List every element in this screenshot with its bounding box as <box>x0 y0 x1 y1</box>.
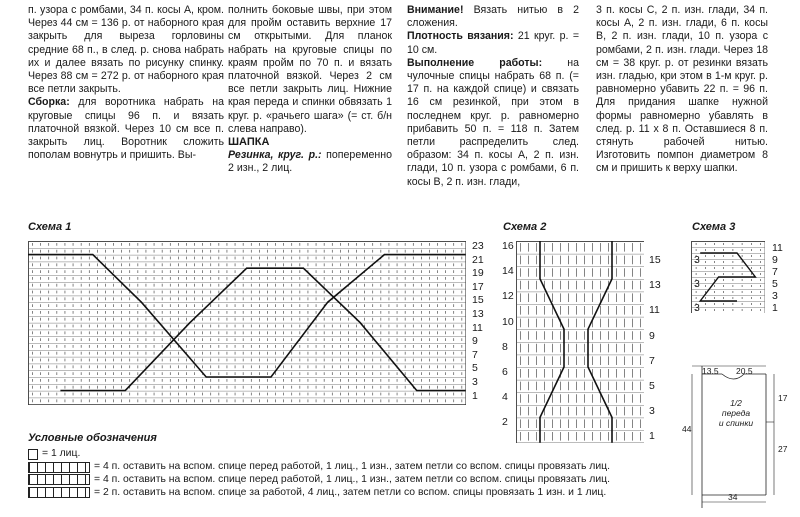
row-number: 5 <box>649 380 655 392</box>
diagram-label-line: переда <box>721 408 751 418</box>
row-number: 3 <box>694 302 700 314</box>
section-heading: ШАПКА <box>228 136 270 149</box>
dim-right-b: 27 <box>778 444 788 454</box>
row-number: 11 <box>472 321 483 334</box>
legend-item <box>28 486 610 499</box>
row-number: 11 <box>649 304 660 317</box>
row-number: 6 <box>502 366 508 378</box>
symbol-cable-front <box>28 462 90 473</box>
paragraph <box>28 96 224 162</box>
row-number: 15 <box>649 254 661 266</box>
bold-lead: Резинка, круг. р.: <box>228 149 322 162</box>
row-number: 5 <box>772 278 778 290</box>
row-number: 5 <box>472 362 478 375</box>
legend-item <box>28 474 610 487</box>
bold-lead: Плотность вязания: <box>407 30 514 43</box>
paragraph <box>228 149 392 175</box>
diagram-label-line: 1/2 <box>730 398 742 408</box>
paragraph: полнить боковые швы, при этом для пройм оставить верхние 17 см открытыми. Для планок набрать на круговые спицы по краям пройм по 70 п. и вязать платочной вязкой. Через 2 см все петли закрыть лиц. Нижние края переда и спинки обвязать 1 круг. р. «рачьего шага» (= ст. б/н слева направо). <box>228 4 392 135</box>
legend-text: = 1 лиц. <box>42 448 81 460</box>
dim-right-a: 17 <box>778 393 788 403</box>
garment-diagram <box>682 362 800 512</box>
scheme-1-chart <box>28 241 466 405</box>
row-number: 17 <box>472 280 484 293</box>
legend-text: = 2 п. оставить на вспом. спице за работой, 4 лиц., затем петли со вспом. спицы провязать 1 изн. и 1 лиц. <box>94 486 607 498</box>
row-number: 14 <box>502 265 514 278</box>
dim-top-b: 20.5 <box>736 366 753 376</box>
legend-item <box>28 448 610 461</box>
row-number: 13 <box>649 279 661 292</box>
row-number: 1 <box>772 302 778 314</box>
diagram-label <box>712 398 760 428</box>
legend-title: Условные обозначения <box>28 432 157 444</box>
row-number: 11 <box>772 242 783 254</box>
paragraph <box>407 4 579 30</box>
symbol-cable-front-alt <box>28 474 90 485</box>
row-number: 1 <box>649 430 655 443</box>
row-number: 7 <box>649 354 655 367</box>
row-number: 4 <box>502 391 508 404</box>
row-number: 3 <box>694 254 700 266</box>
row-number: 3 <box>772 290 778 302</box>
scheme-2-title: Схема 2 <box>503 221 547 233</box>
row-number: 10 <box>502 315 514 328</box>
text-column-2 <box>228 4 392 176</box>
row-number: 3 <box>472 376 478 388</box>
row-number: 3 <box>649 405 655 418</box>
row-number: 19 <box>472 267 484 280</box>
paragraph <box>407 57 579 189</box>
symbol-cable-back <box>28 487 90 498</box>
scheme-2-chart <box>516 241 644 443</box>
row-number: 2 <box>502 416 508 429</box>
dim-top-a: 13.5 <box>702 366 719 376</box>
row-number: 7 <box>772 266 778 278</box>
text-column-3 <box>407 4 579 189</box>
bold-lead: Выполнение работы: <box>407 56 543 69</box>
scheme-1-title: Схема 1 <box>28 221 72 233</box>
paragraph-text: Вязать нитью в 2 сложения. <box>407 4 579 30</box>
row-number: 8 <box>502 340 508 353</box>
paragraph: 3 п. косы С, 2 п. изн. глади, 34 п. косы А, 2 п. изн. глади, 6 п. косы В, 2 п. изн. глади, 10 п. узора с ромбами, 2 п. изн. глади. Через 18 см = 38 круг. р. от резинки вязать изн. гладью, кри этом в 1-м круг. р. равномерно убавить 22 п. = 96 п. Для придания шапке нужной формы равномерно убавлять в след. р. 11 х 8 п. Оставшиеся 8 п. стянуть рабочей нитью. Изготовить помпон диаметром 8 см и пришить к верху шапки. <box>596 4 768 175</box>
dim-bottom: 34 <box>728 492 738 502</box>
paragraph-text: попеременно 2 изн., 2 лиц. <box>228 149 392 175</box>
legend-text: = 4 п. оставить на вспом. спице перед работой, 1 лиц., 1 изн., затем петли со вспом. спицы провязать лиц. <box>94 461 611 473</box>
legend <box>28 432 610 499</box>
row-number: 12 <box>502 290 514 303</box>
paragraph-text: 21 круг. р. = 10 см. <box>407 30 580 56</box>
row-number: 9 <box>772 254 778 266</box>
scheme-3-chart <box>691 241 765 313</box>
bold-lead: Внимание! <box>407 4 464 16</box>
text-column-1 <box>28 4 224 162</box>
legend-text: = 4 п. оставить на вспом. спице перед работой, 1 лиц., 1 изн., затем петли со вспом. спицы провязать лиц. <box>94 473 611 485</box>
paragraph <box>407 30 579 56</box>
paragraph-text: для воротника набрать на круговые спицы 96 п. и вязать платочной вязкой. Через 10 см все п. закрыть лиц. Воротник сложить пополам вовнутрь и пришить. Вы- <box>28 96 224 162</box>
scheme-3-title: Схема 3 <box>692 221 736 233</box>
paragraph-text: на чулочные спицы набрать 68 п. (= 17 п. на каждой спице) и связать 16 см резинкой, при этом в последнем круг. р. равномерно прибавить 50 п. = 118 п. Затем петли распределить след. образом: 34 п. косы А, 2 п. изн. глади, 10 п. узора с ромбами, 6 п. косы В, 2 п. изн. глади, <box>407 56 580 188</box>
row-number: 7 <box>472 348 478 361</box>
row-number: 9 <box>649 329 655 342</box>
diagram-label-line: и спинки <box>718 418 754 428</box>
symbol-knit <box>28 449 38 460</box>
row-number: 1 <box>472 389 478 402</box>
paragraph: п. узора с ромбами, 34 п. косы А, кром. Через 44 см = 136 р. от наборного края закрыть для выреза горловины средние 68 п., в след. р. снова набрать их и далее вязать по рисунку спинку. Через 88 см = 272 р. от наборного края все петли закрыть. <box>28 4 224 96</box>
dim-left: 44 <box>682 424 692 434</box>
row-number: 15 <box>472 294 484 307</box>
row-number: 3 <box>694 278 700 290</box>
bold-lead: Сборка: <box>28 96 70 109</box>
row-number: 23 <box>472 240 484 252</box>
row-number: 21 <box>472 253 484 266</box>
text-column-4 <box>596 4 768 176</box>
legend-item <box>28 461 610 474</box>
row-number: 9 <box>472 335 478 348</box>
row-number: 13 <box>472 308 484 320</box>
row-number: 16 <box>502 240 514 252</box>
